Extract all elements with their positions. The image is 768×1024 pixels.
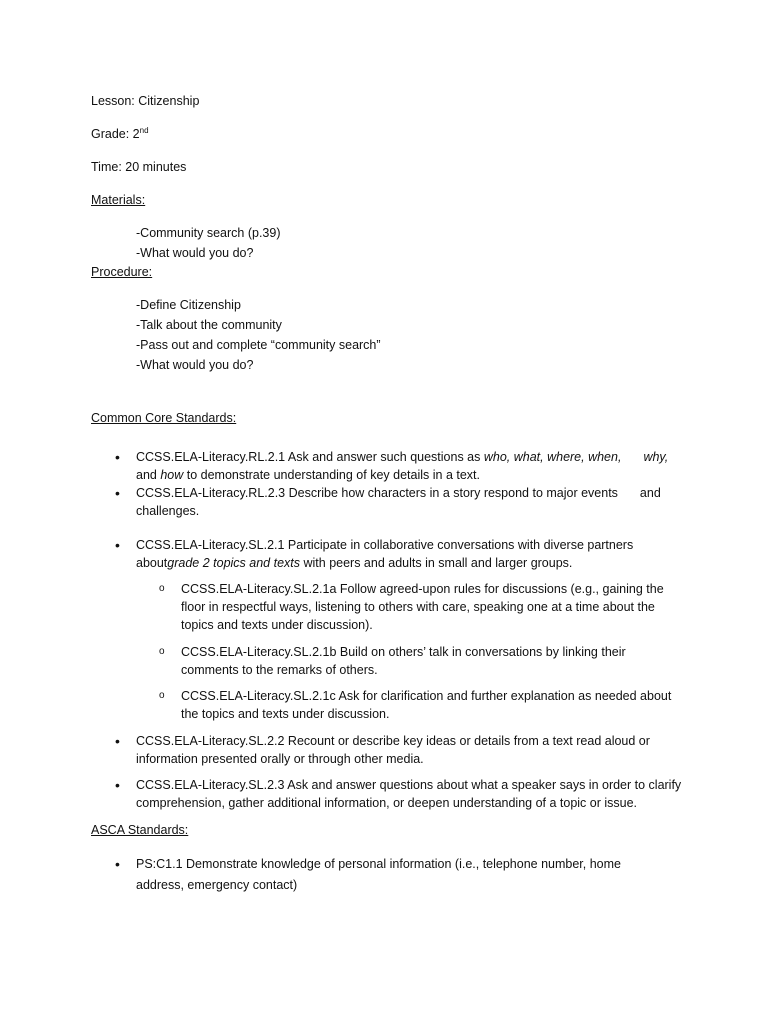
procedure-item: -Pass out and complete “community search”: [136, 338, 381, 352]
standard-text: address, emergency contact): [136, 878, 298, 892]
list-item: [159, 687, 679, 723]
materials-item: -What would you do?: [136, 246, 254, 260]
list-item: [115, 854, 675, 896]
procedure-item: -Talk about the community: [136, 318, 282, 332]
standard-text: to demonstrate understanding of key details in a text.: [183, 468, 480, 482]
standard-text: • CCSS.ELA-Literacy.SL.2.3 Ask and answer questions about what a speaker says in order to clarify: [136, 778, 682, 792]
list-item: [115, 776, 682, 812]
list-item: [159, 580, 679, 634]
standard-text: CCSS.ELA-Literacy.RL.2.1 Ask and answer such questions as: [136, 450, 484, 464]
standard-emphasis: why,: [643, 450, 669, 464]
standard-sl-2-3: [115, 776, 682, 812]
standard-text: the topics and texts under discussion.: [181, 707, 390, 721]
grade-line: [91, 125, 149, 143]
standard-emphasis: grade 2 topics and texts: [167, 556, 301, 570]
standard-text: and: [136, 468, 161, 482]
procedure-heading: Procedure:: [91, 265, 153, 279]
list-item: [115, 536, 675, 572]
list-item: [115, 484, 675, 520]
standard-text: o CCSS.ELA-Literacy.SL.2.1a Follow agreed-upon rules for discussions (e.g., gaining the: [181, 582, 664, 596]
standard-text: topics and texts under discussion).: [181, 618, 373, 632]
asca-heading: ASCA Standards:: [91, 823, 189, 837]
sub-standard-sl-2-1c: [159, 687, 679, 723]
list-item: [159, 643, 679, 679]
standard-text: challenges.: [136, 504, 200, 518]
standard-text: floor in respectful ways, listening to others with care, speaking one at a time about the: [181, 600, 655, 614]
common-core-heading: Common Core Standards:: [91, 411, 237, 425]
standard-text: with peers and adults in small and larger groups.: [300, 556, 573, 570]
list-item: [115, 732, 675, 768]
standard-text: • CCSS.ELA-Literacy.SL.2.1 Participate in collaborative conversations with diverse partners: [136, 538, 634, 552]
sub-standard-sl-2-1a: [159, 580, 679, 634]
standard-ps-c1-1: [115, 854, 675, 896]
lesson-title: Lesson: Citizenship: [91, 94, 200, 108]
standard-text: information presented orally or through other media.: [136, 752, 424, 766]
standard-emphasis: who, what, where, when,: [483, 450, 622, 464]
materials-item: -Community search (p.39): [136, 226, 281, 240]
standard-text: • PS:C1.1 Demonstrate knowledge of personal information (i.e., telephone number, home: [136, 857, 621, 871]
standard-text: o CCSS.ELA-Literacy.SL.2.1c Ask for clarification and further explanation as needed about: [181, 689, 672, 703]
sub-standard-sl-2-1b: [159, 643, 679, 679]
standard-sl-2-2: [115, 732, 675, 768]
time-line: Time: 20 minutes: [91, 160, 187, 174]
standard-text: comprehension, gather additional information, or deepen understanding of a topic or issue.: [136, 796, 638, 810]
standard-text: o CCSS.ELA-Literacy.SL.2.1b Build on others’ talk in conversations by linking their: [181, 645, 626, 659]
grade-superscript: nd: [139, 126, 149, 135]
materials-heading: Materials:: [91, 193, 146, 207]
standard-text: CCSS.ELA-Literacy.RL.2.3 Describe how characters in a story respond to major events: [136, 486, 618, 500]
standard-rl-2-3: [115, 484, 675, 520]
procedure-item: -What would you do?: [136, 358, 254, 372]
grade-text: Grade: 2: [91, 127, 140, 141]
standard-text: about: [136, 556, 168, 570]
procedure-item: -Define Citizenship: [136, 298, 241, 312]
standard-text: and: [639, 486, 661, 500]
standard-sl-2-1: [115, 536, 675, 572]
list-item: [115, 448, 675, 484]
standard-rl-2-1: [115, 448, 675, 484]
standard-text: comments to the remarks of others.: [181, 663, 378, 677]
standard-emphasis: how: [160, 468, 184, 482]
standard-text: • CCSS.ELA-Literacy.SL.2.2 Recount or describe key ideas or details from a text read aloud or: [136, 734, 650, 748]
